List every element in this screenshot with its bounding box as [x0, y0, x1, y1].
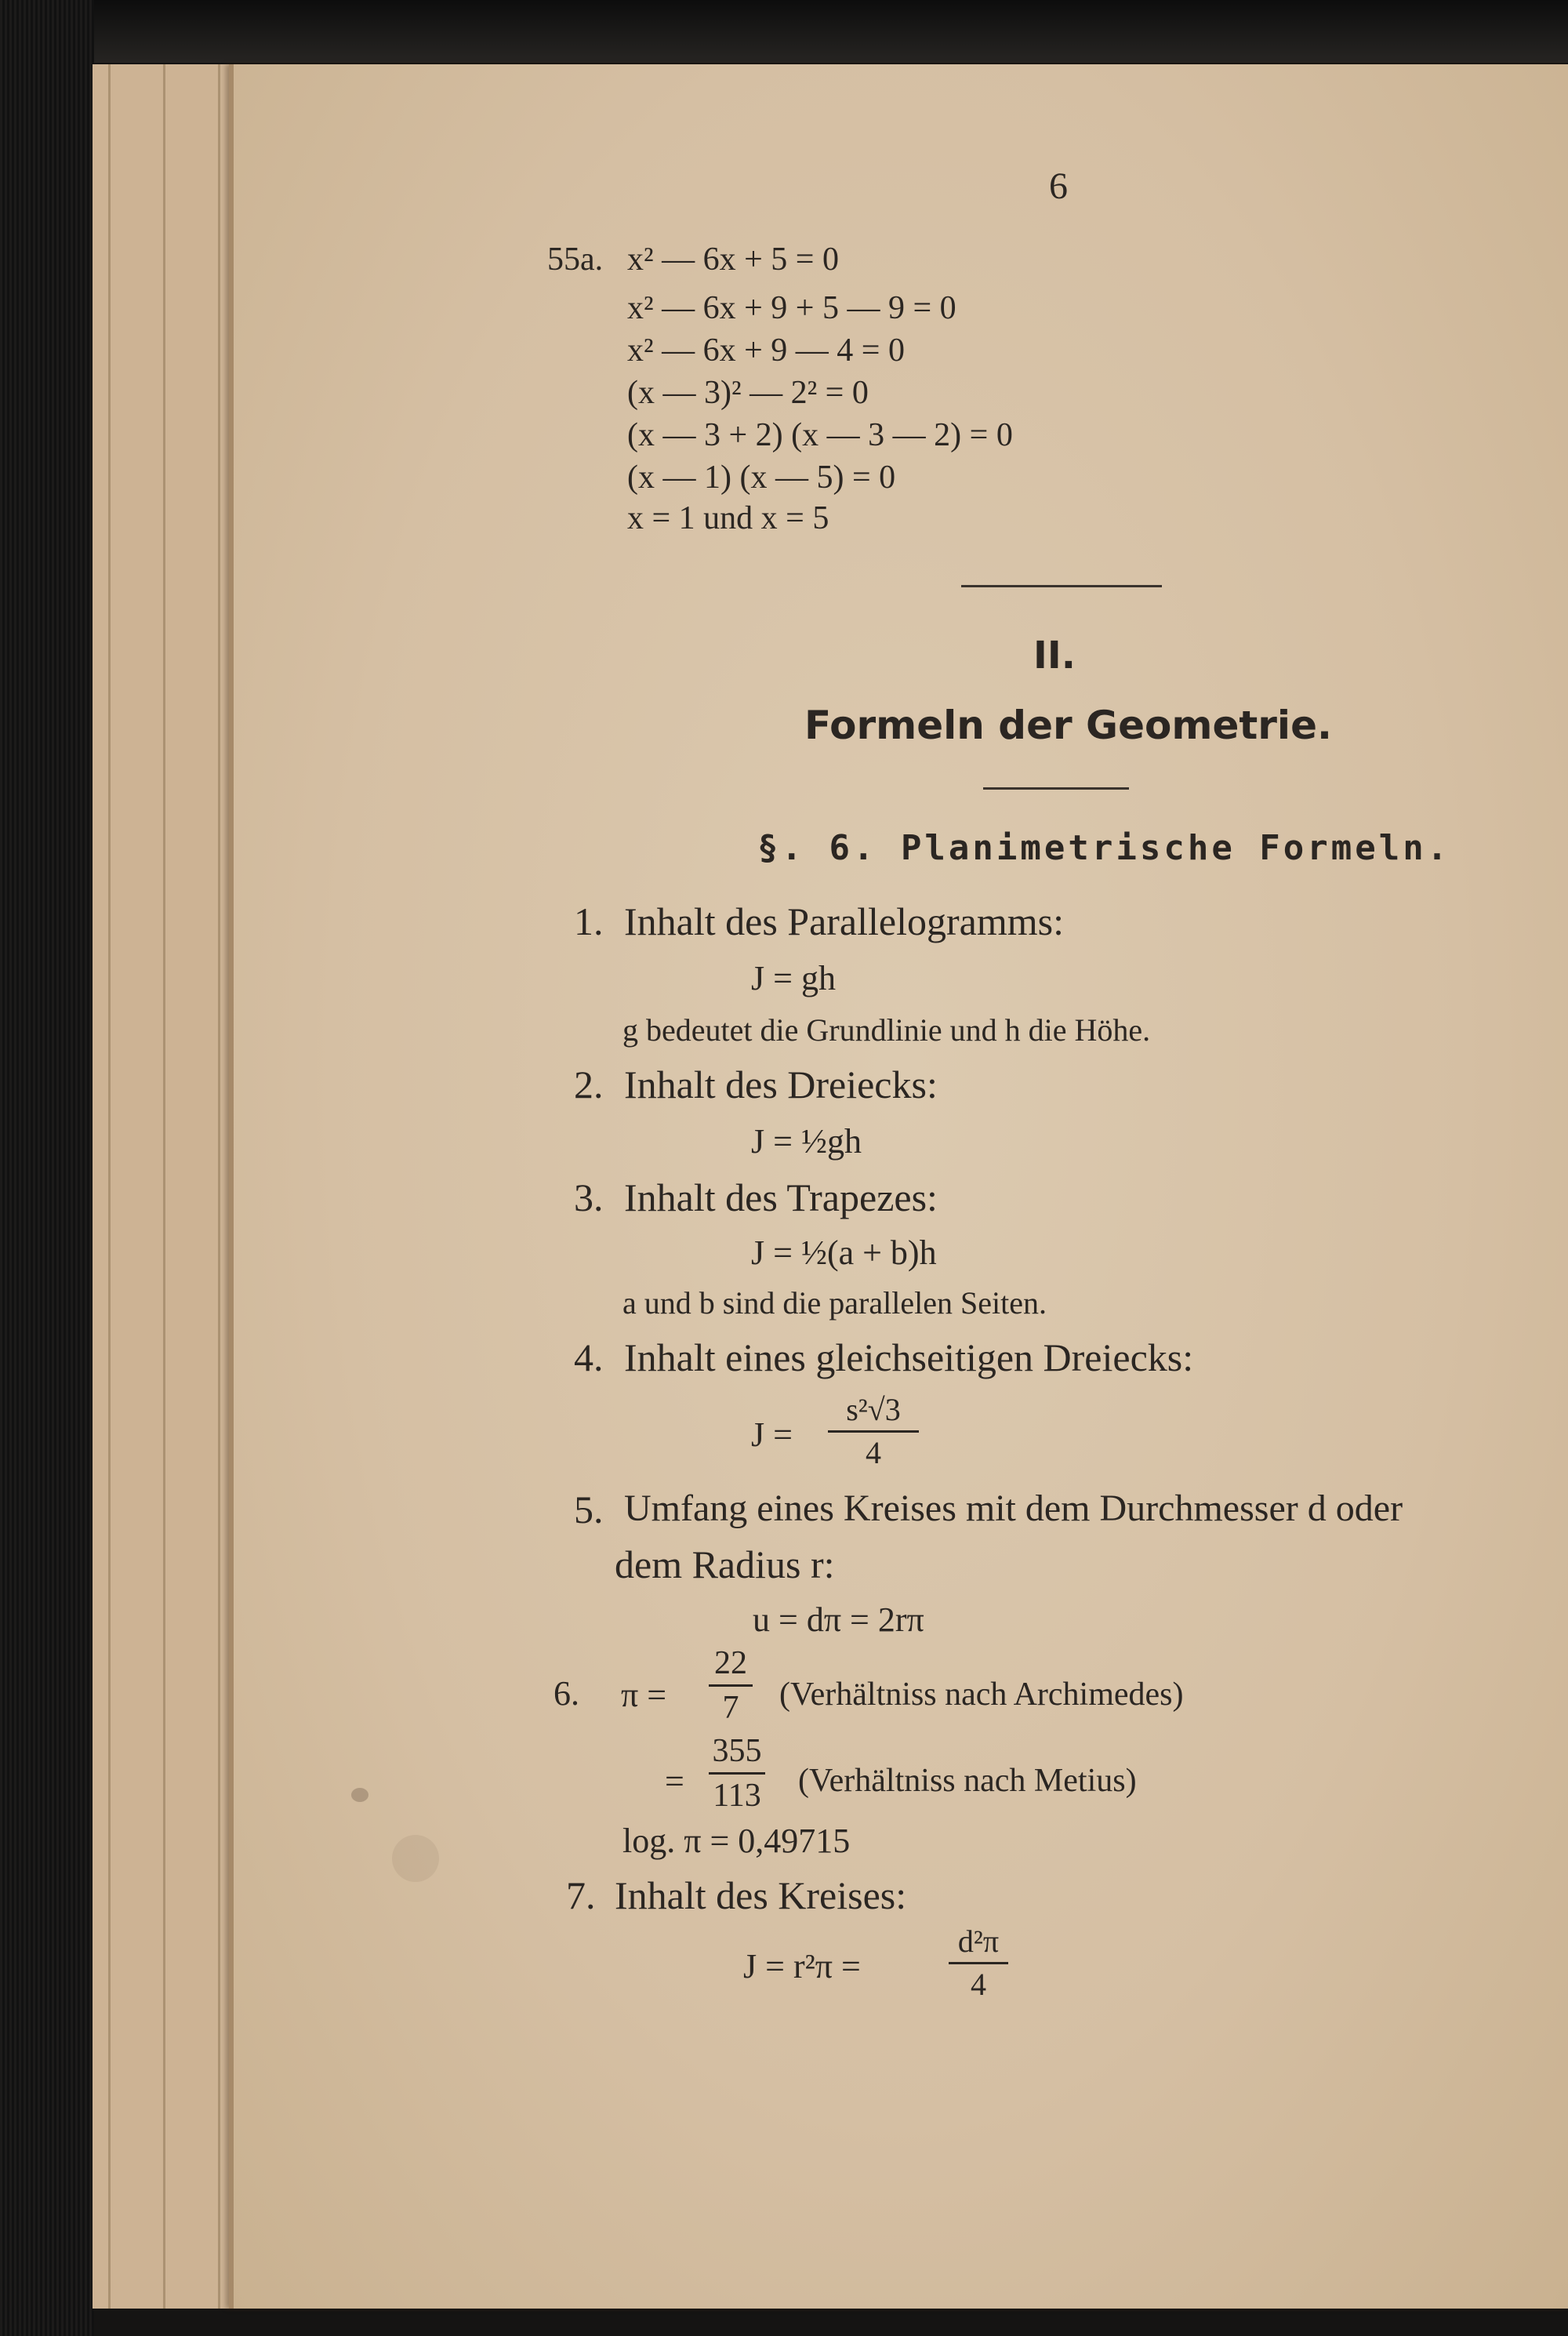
divider-rule: [983, 787, 1129, 790]
item-number: 6.: [554, 1674, 579, 1713]
formula-note: (Verhältniss nach Metius): [798, 1763, 1137, 1799]
item-number: 7.: [566, 1873, 596, 1917]
equation-line: (x — 3)² — 2² = 0: [627, 375, 869, 411]
item-title-continued: dem Radius r:: [615, 1542, 835, 1586]
fraction-denominator: 7: [722, 1690, 739, 1726]
item-number: 4.: [574, 1335, 604, 1379]
equation-line: (x — 3 + 2) (x — 3 — 2) = 0: [627, 417, 1013, 453]
formula: J = ½gh: [751, 1122, 862, 1161]
book-cover-spine: [0, 0, 94, 2336]
item-title: Inhalt des Trapezes:: [624, 1175, 938, 1219]
fraction-bar: [828, 1430, 919, 1433]
formula-note: (Verhältniss nach Archimedes): [779, 1677, 1184, 1713]
fraction-denominator: 4: [866, 1435, 881, 1470]
item-title: Inhalt des Kreises:: [615, 1873, 907, 1917]
book-cover-top: [0, 0, 1568, 63]
formula-equals: =: [665, 1762, 684, 1800]
part-title: Formeln der Geometrie.: [804, 703, 1332, 748]
item-note: g bedeutet die Grundlinie und h die Höhe.: [622, 1012, 1151, 1048]
stain-mark: [351, 1788, 368, 1802]
equation-line: (x — 1) (x — 5) = 0: [627, 460, 896, 496]
item-number: 3.: [574, 1175, 604, 1219]
formula: log. π = 0,49715: [622, 1822, 851, 1860]
item-title: Umfang eines Kreises mit dem Durchmesser d oder: [624, 1488, 1403, 1529]
fraction: [949, 1926, 1008, 2000]
section-title: §. 6. Planimetrische Formeln.: [757, 828, 1451, 868]
item-note: a und b sind die parallelen Seiten.: [622, 1285, 1047, 1321]
fraction: [709, 1647, 753, 1724]
formula-lhs: J =: [751, 1415, 793, 1454]
fraction: [709, 1735, 765, 1812]
fraction-bar: [709, 1772, 765, 1775]
fraction-bar: [709, 1684, 753, 1687]
page-edge-line: [163, 64, 165, 2309]
fraction-denominator: 113: [713, 1778, 761, 1814]
page-edge-line: [218, 64, 220, 2309]
item-number: 5.: [574, 1488, 604, 1531]
fraction-numerator: d²π: [957, 1924, 1000, 1959]
formula-lhs: J = r²π =: [743, 1947, 861, 1985]
equation-line: x² — 6x + 9 + 5 — 9 = 0: [627, 290, 956, 326]
exercise-label: 55a.: [547, 242, 604, 278]
fraction-denominator: 4: [971, 1967, 986, 2002]
stain-mark: [392, 1835, 439, 1882]
formula: J = gh: [751, 959, 836, 997]
formula-lhs: π =: [621, 1676, 667, 1714]
equation-line: x² — 6x + 5 = 0: [627, 242, 839, 278]
fraction-numerator: 355: [712, 1733, 762, 1769]
fraction: [828, 1394, 919, 1469]
fraction-numerator: 22: [714, 1645, 747, 1681]
page-edge-line: [108, 64, 111, 2309]
item-title: Inhalt des Parallelogramms:: [624, 899, 1064, 943]
formula: u = dπ = 2rπ: [753, 1600, 924, 1639]
item-title: Inhalt eines gleichseitigen Dreiecks:: [624, 1335, 1194, 1379]
divider-rule: [961, 585, 1162, 587]
fraction-numerator: s²√3: [846, 1392, 901, 1427]
fraction-bar: [949, 1962, 1008, 1964]
formula: J = ½(a + b)h: [751, 1233, 937, 1272]
equation-line: x = 1 und x = 5: [627, 500, 829, 536]
page-binding-edge: [229, 64, 234, 2309]
page-number: 6: [1049, 165, 1068, 207]
part-numeral: II.: [1033, 634, 1076, 678]
item-number: 2.: [574, 1063, 604, 1106]
equation-line: x² — 6x + 9 — 4 = 0: [627, 332, 905, 369]
item-title: Inhalt des Dreiecks:: [624, 1063, 938, 1106]
item-number: 1.: [574, 899, 604, 943]
